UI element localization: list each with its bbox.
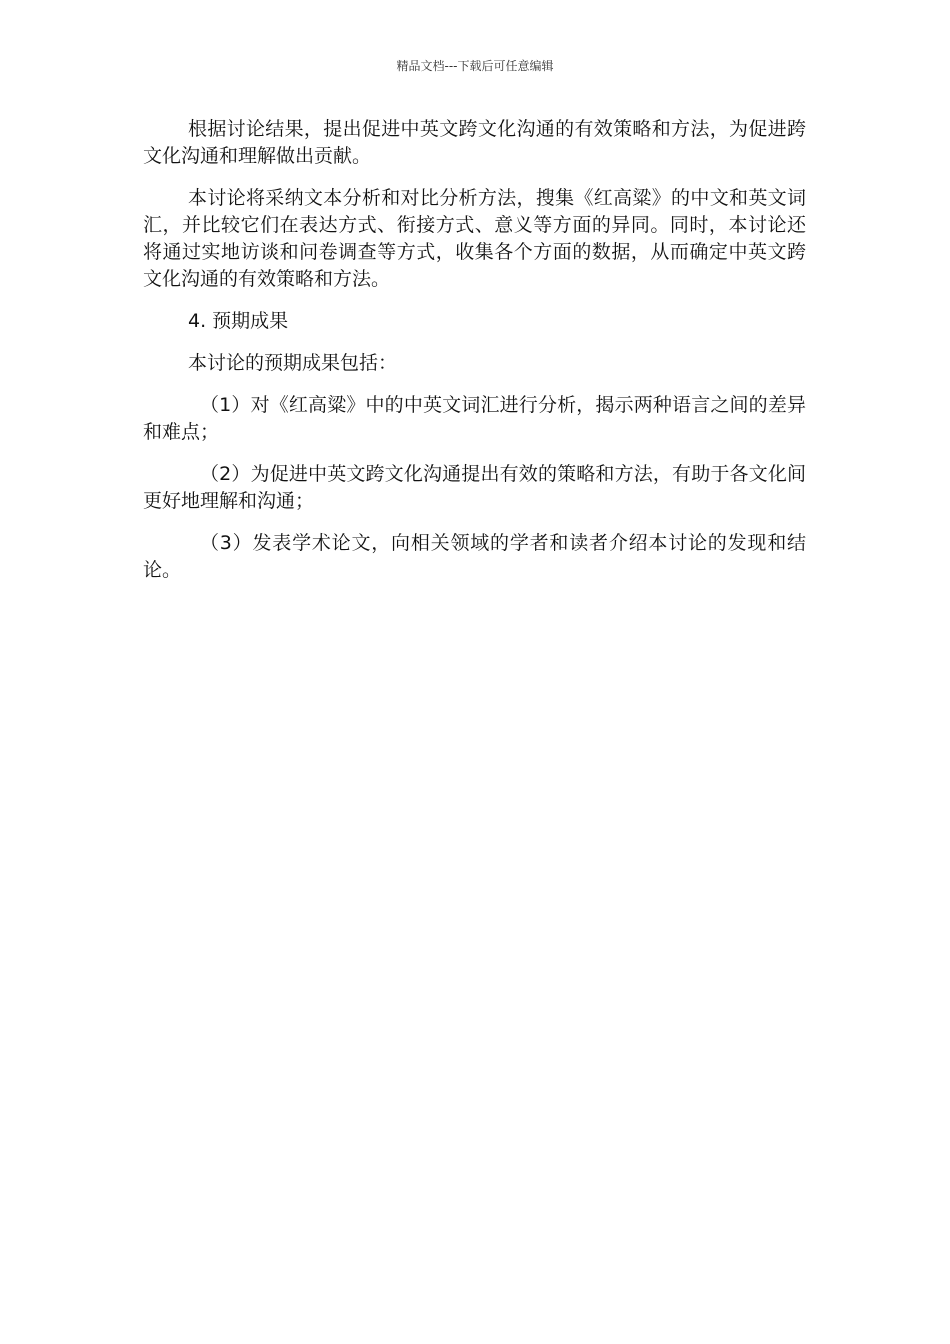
document-body [143, 116, 806, 599]
section-heading-expected-results: 4. 预期成果 [188, 310, 289, 332]
list-item-result-3: （3）发表学术论文，向相关领域的学者和读者介绍本讨论的发现和结论。 [143, 532, 806, 581]
paragraph-conclusion-goal: 根据讨论结果，提出促进中英文跨文化沟通的有效策略和方法，为促进跨文化沟通和理解做出贡献。 [143, 118, 806, 167]
list-item-result-2: （2）为促进中英文跨文化沟通提出有效的策略和方法，有助于各文化间更好地理解和沟通； [143, 463, 806, 512]
paragraph-results-intro: 本讨论的预期成果包括： [188, 352, 398, 374]
paragraph-methodology: 本讨论将采纳文本分析和对比分析方法，搜集《红高粱》的中文和英文词汇，并比较它们在表达方式、衔接方式、意义等方面的异同。同时，本讨论还将通过实地访谈和问卷调查等方式，收集各个方面的数据，从而确定中英文跨文化沟通的有效策略和方法。 [143, 187, 806, 290]
list-item-result-1: （1）对《红高粱》中的中英文词汇进行分析，揭示两种语言之间的差异和难点； [143, 394, 806, 443]
page-header: 精品文档---下载后可任意编辑 [396, 59, 554, 73]
